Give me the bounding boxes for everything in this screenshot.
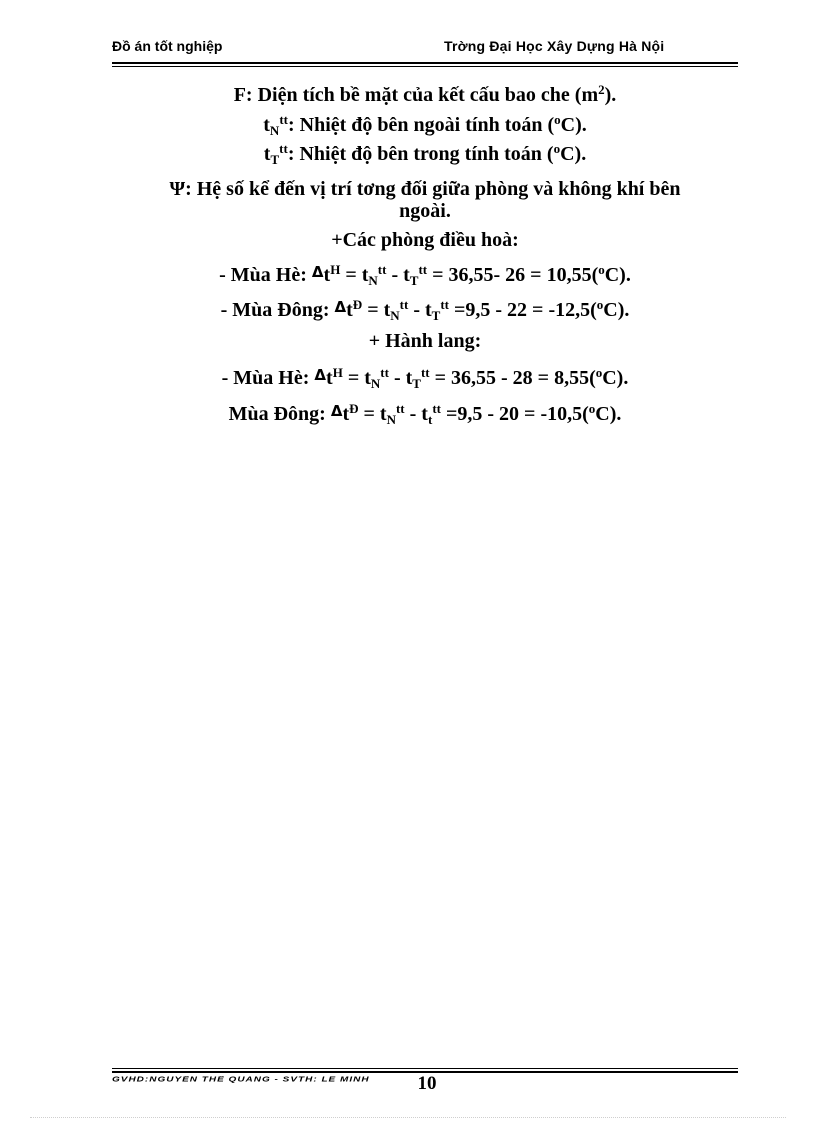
superscript: tt bbox=[279, 112, 288, 127]
heading-hanh-lang bbox=[112, 330, 738, 353]
text: ngoài. bbox=[399, 200, 451, 222]
superscript: o bbox=[588, 401, 596, 416]
text: + Hành lang: bbox=[368, 330, 482, 352]
line-psi-cont bbox=[112, 200, 738, 223]
subscript: T bbox=[409, 273, 419, 288]
superscript: tt bbox=[418, 262, 428, 277]
text: - Mùa Đông: bbox=[220, 299, 335, 321]
footer-rule-thin bbox=[112, 1068, 738, 1069]
line-f bbox=[112, 84, 738, 107]
text: = t bbox=[342, 367, 371, 389]
formula-he-2 bbox=[112, 366, 738, 390]
delta-symbol: Δ bbox=[314, 366, 327, 384]
text: ). bbox=[604, 84, 617, 106]
header-right: Trờng Đại Học Xây Dựng Hà Nội bbox=[444, 38, 665, 54]
text: - Mùa Hè: bbox=[221, 367, 315, 389]
text: = t bbox=[362, 299, 391, 321]
text: t bbox=[326, 367, 333, 389]
superscript: H bbox=[330, 262, 341, 277]
superscript: o bbox=[595, 365, 603, 380]
subscript: N bbox=[370, 376, 381, 391]
superscript: o bbox=[598, 262, 605, 277]
formula-dong-1 bbox=[112, 298, 738, 322]
superscript: tt bbox=[395, 401, 405, 416]
header-left: Đồ án tốt nghiệp bbox=[112, 38, 223, 54]
text: Mùa Đông: bbox=[228, 403, 331, 425]
text: C). bbox=[604, 264, 631, 286]
page-header bbox=[112, 38, 738, 60]
text: : Nhiệt độ bên trong tính toán ( bbox=[287, 143, 554, 165]
superscript: tt bbox=[380, 365, 389, 380]
footer-author: GVHD:NGUYỄN THẾ QUẢNG - SVTH: LÊ MINH bbox=[112, 1076, 370, 1084]
line-tt bbox=[112, 143, 738, 166]
header-rule-thin bbox=[112, 66, 738, 67]
text: t bbox=[323, 264, 331, 286]
text: =9,5 - 20 = -10,5( bbox=[440, 403, 589, 425]
text: Ψ: Hệ số kể đến vị trí tơng đối giữa phòng và không khí bên bbox=[169, 178, 681, 200]
page-number: 10 bbox=[417, 1073, 437, 1094]
delta-symbol: Δ bbox=[334, 298, 347, 316]
text: +Các phòng điều hoà: bbox=[331, 229, 519, 251]
superscript: o bbox=[554, 112, 561, 127]
superscript: tt bbox=[377, 262, 387, 277]
text: t bbox=[263, 143, 271, 165]
text: C). bbox=[603, 299, 630, 321]
text: : Nhiệt độ bên ngoài tính toán ( bbox=[287, 114, 555, 136]
subscript: T bbox=[412, 376, 421, 391]
subscript: N bbox=[386, 412, 396, 427]
superscript: tt bbox=[279, 141, 288, 156]
superscript: Đ bbox=[349, 401, 359, 416]
superscript: tt bbox=[420, 365, 430, 380]
text: - Mùa Hè: bbox=[219, 264, 312, 286]
line-psi bbox=[112, 178, 738, 201]
text: - t bbox=[386, 264, 410, 286]
text: C). bbox=[602, 367, 629, 389]
superscript: tt bbox=[432, 401, 441, 416]
text: = t bbox=[358, 403, 387, 425]
formula-he-1 bbox=[112, 263, 738, 287]
text: t bbox=[342, 403, 350, 425]
superscript: tt bbox=[440, 297, 449, 312]
text: C). bbox=[560, 114, 587, 136]
text: = 36,55- 26 = 10,55( bbox=[427, 264, 599, 286]
text: - t bbox=[388, 367, 413, 389]
subscript: T bbox=[270, 152, 280, 167]
subscript: N bbox=[269, 123, 280, 138]
superscript: 2 bbox=[598, 82, 605, 97]
text: F: Diện tích bề mặt của kết cấu bao che (m bbox=[233, 84, 599, 106]
subscript: T bbox=[431, 308, 441, 323]
text: - t bbox=[404, 403, 428, 425]
text: = t bbox=[340, 264, 369, 286]
text: t bbox=[346, 299, 353, 321]
formula-dong-2 bbox=[112, 402, 738, 426]
header-rule-thick bbox=[112, 62, 738, 64]
text: C). bbox=[595, 403, 622, 425]
heading-dieu-hoa bbox=[112, 229, 738, 252]
subscript: N bbox=[390, 308, 400, 323]
text: C). bbox=[560, 143, 587, 165]
line-tn bbox=[112, 114, 738, 137]
text: = 36,55 - 28 = 8,55( bbox=[429, 367, 596, 389]
delta-symbol: Δ bbox=[311, 263, 324, 281]
bottom-dotted-edge bbox=[30, 1117, 786, 1118]
text: t bbox=[263, 114, 270, 136]
text: - t bbox=[408, 299, 432, 321]
subscript: N bbox=[368, 273, 378, 288]
superscript: o bbox=[596, 297, 604, 312]
superscript: tt bbox=[399, 297, 409, 312]
superscript: o bbox=[553, 141, 561, 156]
text: =9,5 - 22 = -12,5( bbox=[448, 299, 597, 321]
delta-symbol: Δ bbox=[330, 402, 343, 420]
superscript: H bbox=[332, 365, 343, 380]
subscript: t bbox=[427, 412, 433, 427]
superscript: Đ bbox=[352, 297, 363, 312]
